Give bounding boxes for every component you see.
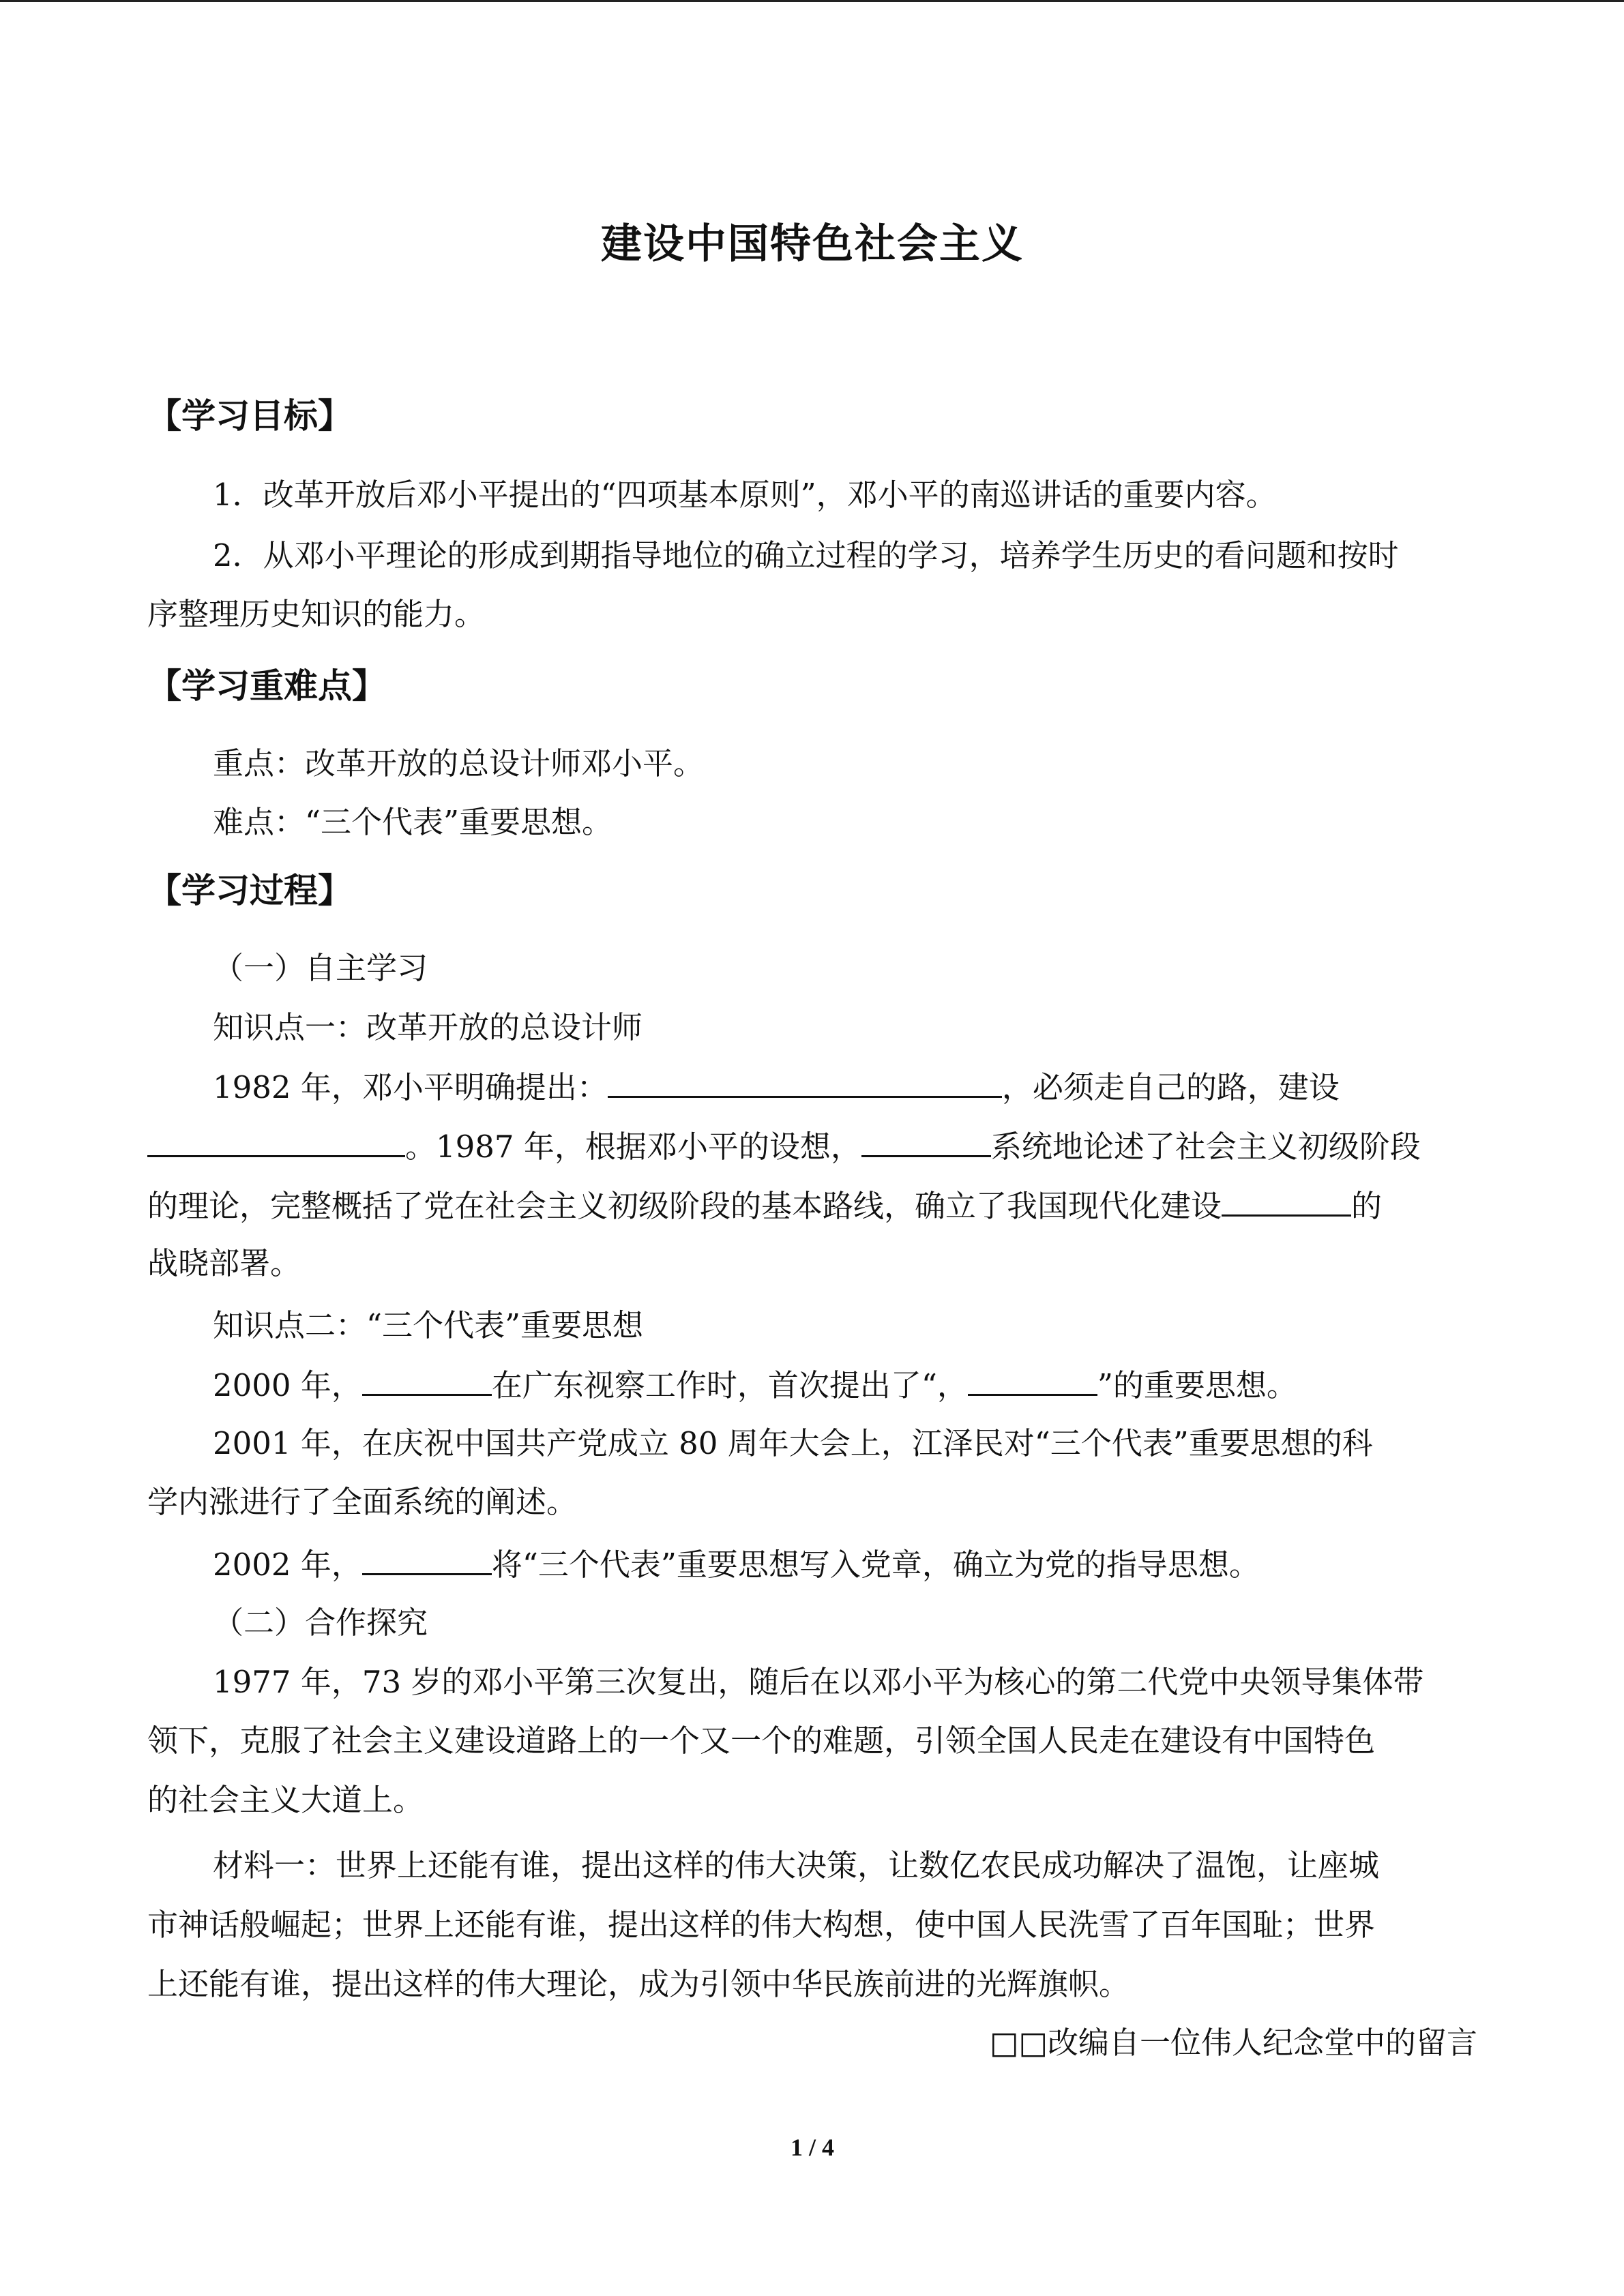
goal-item-2-line-1: 2．从邓小平理论的形成到期指导地位的确立过程的学习，培养学生历史的看问题和按时 — [213, 537, 1399, 573]
paragraph-2001-line-2: 学内涨进行了全面系统的阐述。 — [147, 1484, 578, 1520]
heading-learning-process: 【学习过程】 — [147, 871, 352, 910]
paragraph-2002 — [147, 1543, 1477, 1585]
paragraph-1987 — [147, 1125, 1477, 1167]
material-1-line-2: 市神话般崛起；世界上还能有谁，提出这样的伟大构想，使中国人民洗雪了百年国耻；世界 — [147, 1907, 1376, 1943]
cooperative-paragraph-line-2: 领下，克服了社会主义建设道路上的一个又一个的难题，引领全国人民走在建设有中国特色 — [147, 1723, 1376, 1759]
fill-blank-2[interactable] — [147, 1125, 405, 1157]
paragraph-2001-line-1: 2001 年，在庆祝中国共产党成立 80 周年大会上，江泽民对“三个代表”重要思想的科 — [213, 1425, 1373, 1461]
goal-item-2-line-2: 序整理历史知识的能力。 — [147, 596, 486, 632]
fill-blank-3[interactable] — [861, 1125, 991, 1157]
paragraph-2000 — [147, 1364, 1477, 1406]
material-1-line-1: 材料一：世界上还能有谁，提出这样的伟大决策，让数亿农民成功解决了温饱，让座城 — [213, 1847, 1380, 1883]
page-title: 建设中国特色社会主义 — [601, 220, 1024, 268]
text-segment: 将“三个代表”重要思想写入党章，确立为党的指导思想。 — [491, 1547, 1260, 1583]
knowledge-point-2-title: 知识点二：“三个代表”重要思想 — [213, 1307, 644, 1343]
goal-item-1: 1．改革开放后邓小平提出的“四项基本原则”，邓小平的南巡讲话的重要内容。 — [213, 477, 1277, 513]
text-segment: ”的重要思想。 — [1097, 1367, 1297, 1403]
cooperative-paragraph-line-3: 的社会主义大道上。 — [147, 1782, 424, 1818]
knowledge-point-1-title: 知识点一：改革开放的总设计师 — [213, 1009, 643, 1045]
text-segment: ，必须走自己的路，建设 — [1001, 1069, 1340, 1105]
text-segment: 。1987 年，根据邓小平的设想， — [405, 1129, 861, 1165]
text-segment: 的 — [1351, 1188, 1383, 1224]
heading-key-points: 【学习重难点】 — [147, 666, 386, 706]
paragraph-1987-cont — [147, 1184, 1477, 1227]
fill-blank-1[interactable] — [608, 1066, 1002, 1098]
heading-learning-goals: 【学习目标】 — [147, 396, 352, 436]
text-segment: 在广东视察工作时，首次提出了“， — [491, 1367, 968, 1403]
text-segment: 2000 年， — [213, 1367, 362, 1403]
paragraph-1982 — [147, 1066, 1477, 1108]
material-1-line-3: 上还能有谁，提出这样的伟大理论，成为引领中华民族前进的光辉旗帜。 — [147, 1966, 1130, 2002]
subheading-cooperative-inquiry: （二）合作探究 — [213, 1605, 428, 1641]
page-number: 1 / 4 — [790, 2134, 834, 2161]
subheading-self-study: （一）自主学习 — [213, 950, 428, 986]
fill-blank-5[interactable] — [362, 1364, 492, 1396]
fill-blank-4[interactable] — [1222, 1184, 1351, 1217]
cooperative-paragraph-line-1: 1977 年，73 岁的邓小平第三次复出，随后在以邓小平为核心的第二代党中央领导集体带 — [213, 1664, 1424, 1700]
key-point-focus: 重点：改革开放的总设计师邓小平。 — [213, 745, 705, 781]
material-1-source: □□改编自一位伟人纪念堂中的留言 — [989, 2025, 1477, 2061]
fill-blank-7[interactable] — [362, 1543, 492, 1575]
text-segment: 的理论，完整概括了党在社会主义初级阶段的基本路线，确立了我国现代化建设 — [147, 1188, 1222, 1224]
paragraph-1987-end: 战晓部署。 — [147, 1245, 301, 1281]
fill-blank-6[interactable] — [968, 1364, 1097, 1396]
text-segment: 系统地论述了社会主义初级阶段 — [990, 1129, 1421, 1165]
text-segment: 2002 年， — [213, 1547, 362, 1583]
text-segment: 1982 年，邓小平明确提出： — [213, 1069, 608, 1105]
key-point-difficulty: 难点：“三个代表”重要思想。 — [213, 804, 613, 840]
top-border — [0, 0, 1624, 2]
